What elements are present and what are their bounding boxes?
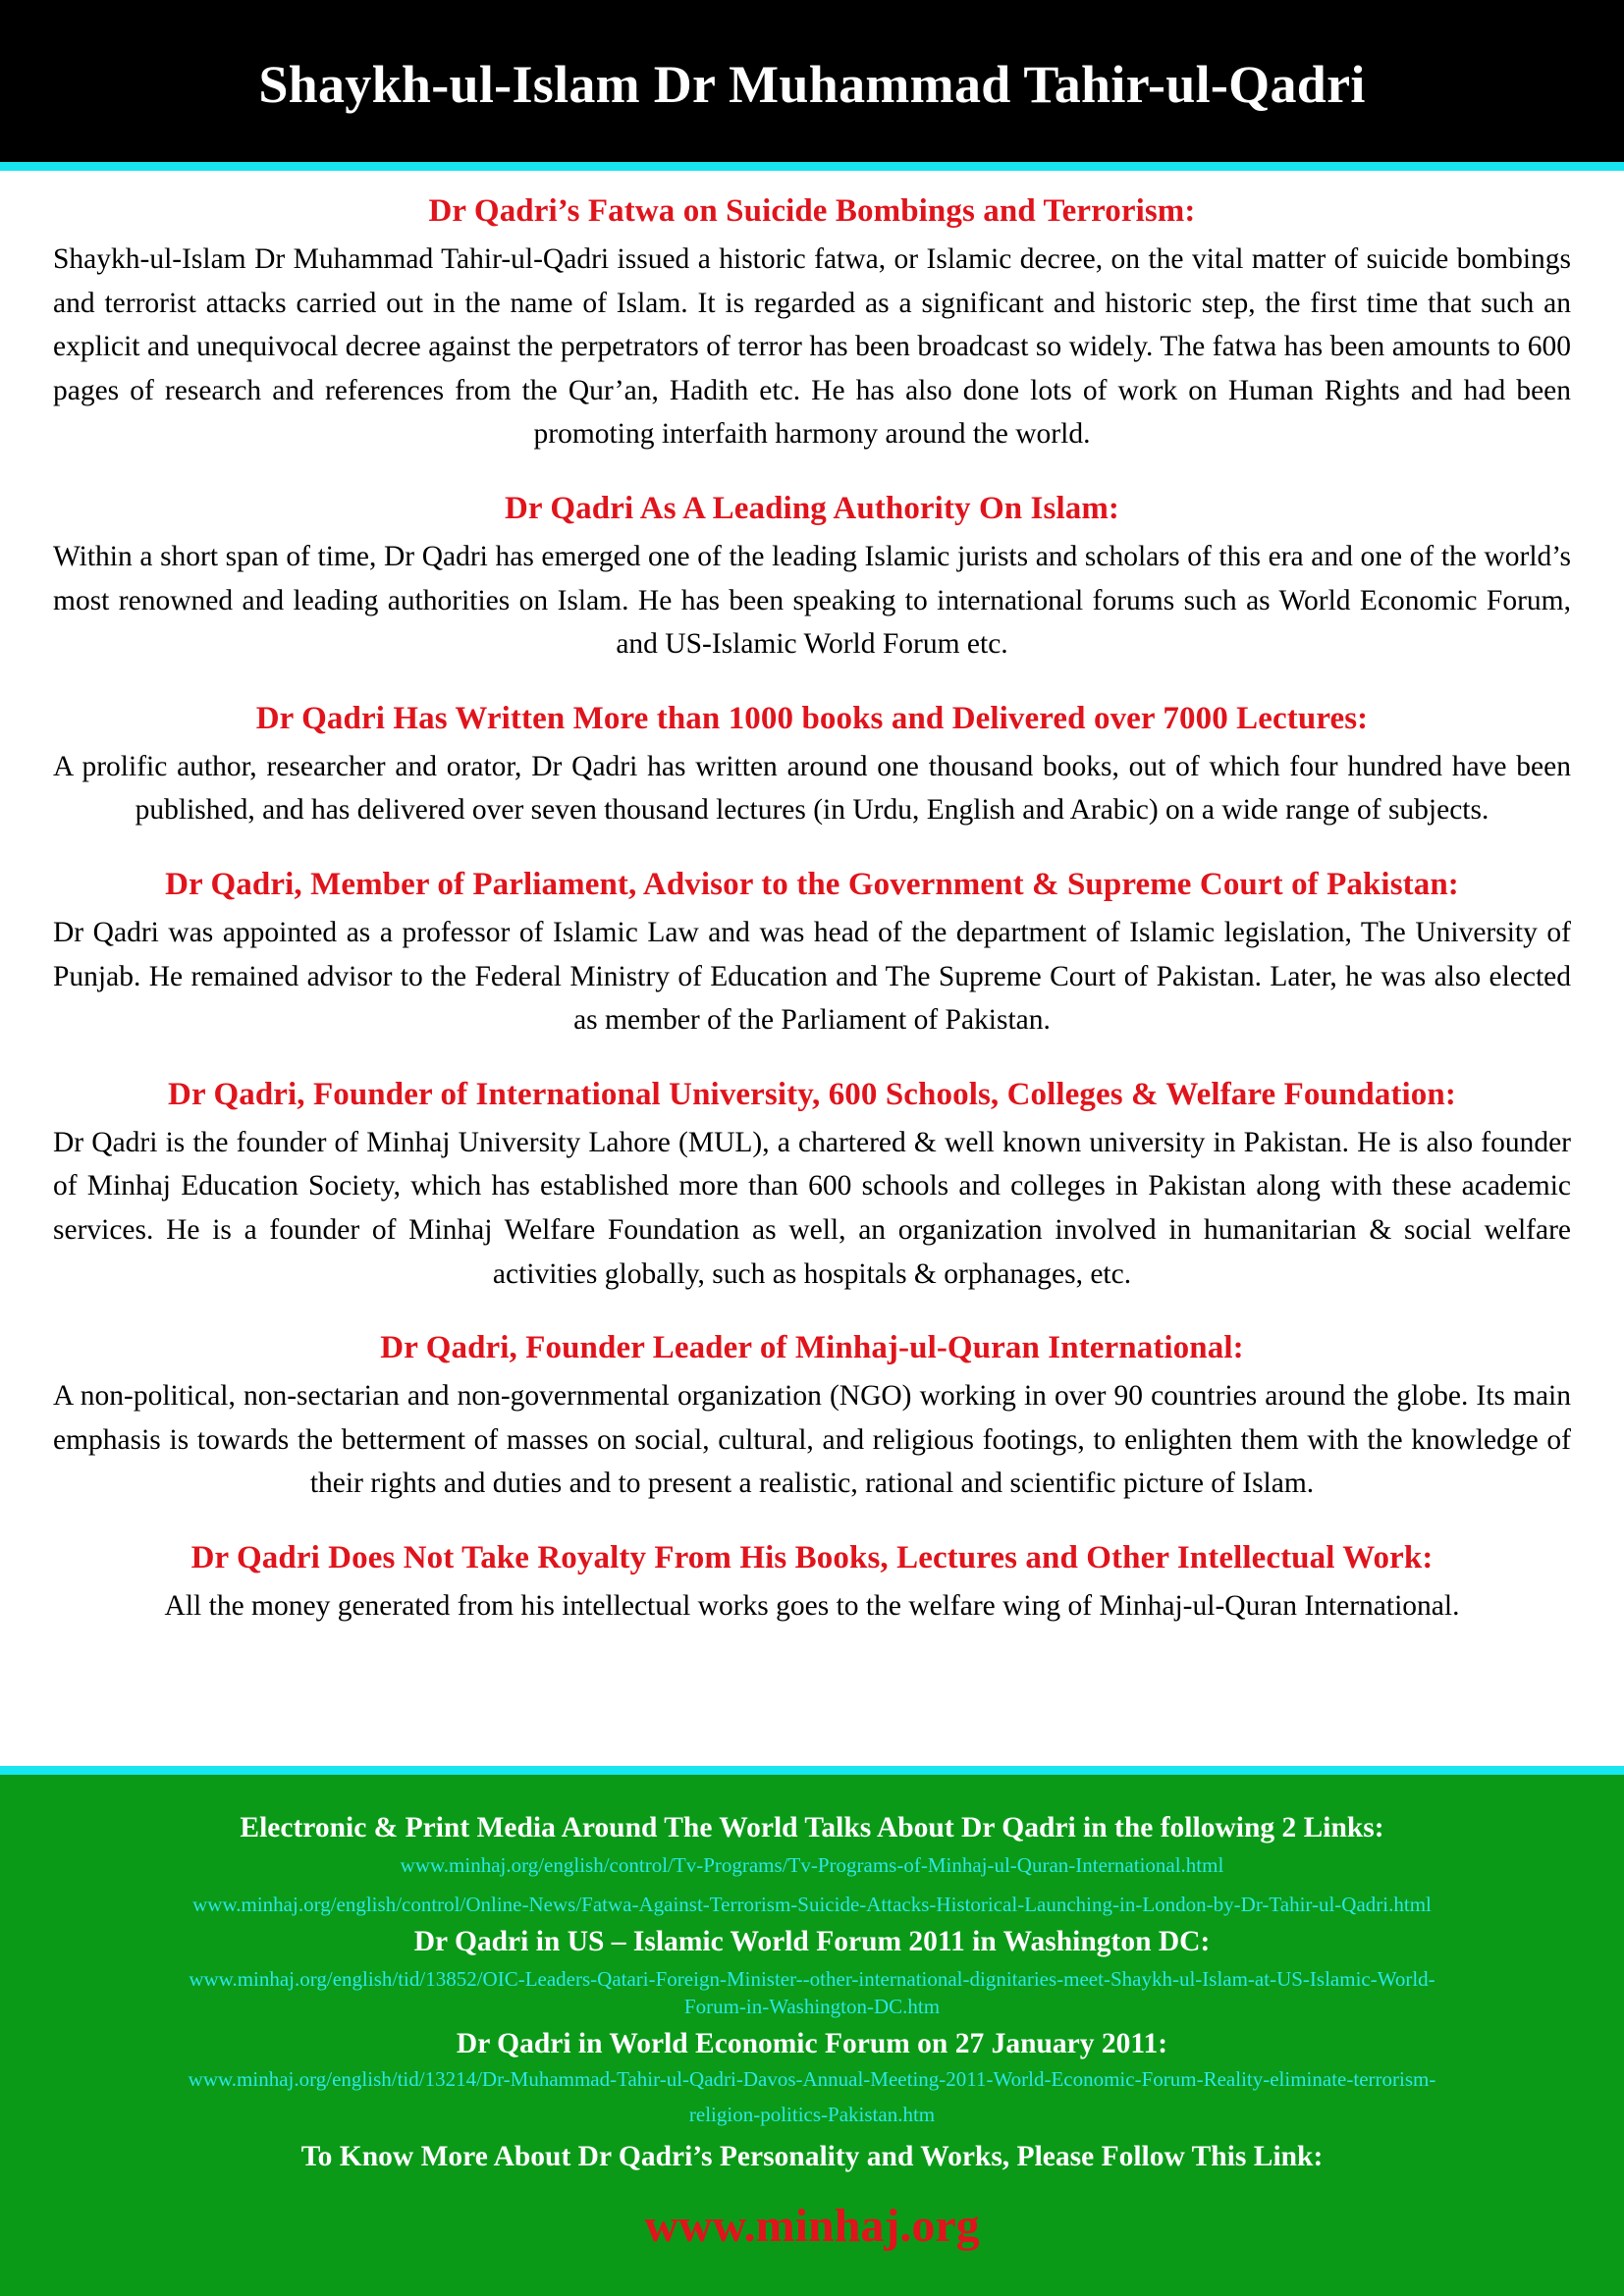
section-body: Dr Qadri was appointed as a professor of Islamic Law and was head of the department of Islamic legislation, The University of Punjab. He remained advisor to the Federal Ministry of Education and The Supreme Court of Pakistan. Later, he was also elected as member of the Parliament of Pakistan. <box>53 916 1571 1037</box>
header-divider <box>0 162 1624 171</box>
us-forum-heading: Dr Qadri in US – Islamic World Forum 2011 in Washington DC: <box>413 1926 1211 1957</box>
media-link-tv-programs[interactable]: www.minhaj.org/english/control/Tv-Programs/Tv-Programs-of-Minhaj-ul-Quran-International.html <box>400 1853 1224 1877</box>
wef-link-line-1[interactable]: www.minhaj.org/english/tid/13214/Dr-Muhammad-Tahir-ul-Qadri-Davos-Annual-Meeting-2011-World-Economic-Forum-Reality-eliminate-terrorism- <box>188 2067 1436 2091</box>
section-body: All the money generated from his intellectual works goes to the welfare wing of Minhaj-ul-Quran International. <box>164 1589 1460 1622</box>
section-royalty <box>53 1535 1571 1629</box>
section-fatwa <box>53 188 1571 456</box>
footer-panel <box>0 1775 1624 2296</box>
section-body: A non-political, non-sectarian and non-governmental organization (NGO) working in over 90 countries around the globe. Its main emphasis is towards the betterment of masses on social, cultural, and religious footings, to enlighten them with the knowledge of their rights and duties and to present a realistic, rational and scientific picture of Islam. <box>53 1380 1571 1500</box>
us-forum-link-line-1[interactable]: www.minhaj.org/english/tid/13852/OIC-Leaders-Qatari-Foreign-Minister--other-international-dignitaries-meet-Shaykh-ul-Islam-at-US-Islamic-World- <box>189 1967 1435 1991</box>
section-heading: Dr Qadri, Founder Leader of Minhaj-ul-Quran International: <box>380 1330 1244 1366</box>
section-parliament <box>53 862 1571 1042</box>
media-heading: Electronic & Print Media Around The World Talks About Dr Qadri in the following 2 Links: <box>240 1812 1384 1843</box>
wef-heading: Dr Qadri in World Economic Forum on 27 January 2011: <box>456 2028 1168 2059</box>
media-link-online-news[interactable]: www.minhaj.org/english/control/Online-News/Fatwa-Against-Terrorism-Suicide-Attacks-Historical-Launching-in-London-by-Dr-Tahir-ul-Qadri.html <box>192 1893 1432 1916</box>
section-minhaj-ul-quran <box>53 1325 1571 1506</box>
section-body: Shaykh-ul-Islam Dr Muhammad Tahir-ul-Qadri issued a historic fatwa, or Islamic decree, on the vital matter of suicide bombings and terrorist attacks carried out in the name of Islam. It is regarded as a significant and historic step, the first time that such an explicit and unequivocal decree against the perpetrators of terror has been broadcast so widely. The fatwa has been amounts to 600 pages of research and references from the Qur’an, Hadith etc. He has also done lots of work on Human Rights and had been promoting interfaith harmony around the world. <box>53 243 1571 451</box>
section-heading: Dr Qadri’s Fatwa on Suicide Bombings and Terrorism: <box>428 193 1196 229</box>
page-title: Shaykh-ul-Islam Dr Muhammad Tahir-ul-Qadri <box>258 54 1366 114</box>
wef-link[interactable] <box>49 2065 1575 2128</box>
section-heading: Dr Qadri, Member of Parliament, Advisor to the Government & Supreme Court of Pakistan: <box>165 866 1459 902</box>
section-leading-authority <box>53 486 1571 667</box>
wef-link-line-2[interactable]: religion-politics-Pakistan.htm <box>688 2103 936 2126</box>
more-info-heading: To Know More About Dr Qadri’s Personality and Works, Please Follow This Link: <box>300 2141 1324 2172</box>
us-forum-link[interactable] <box>49 1965 1575 2020</box>
section-body: Dr Qadri is the founder of Minhaj University Lahore (MUL), a chartered & well known university in Pakistan. He is also founder of Minhaj Education Society, which has established more than 600 schools and colleges in Pakistan along with these academic services. He is a founder of Minhaj Welfare Foundation as well, an organization involved in humanitarian & social welfare activities globally, such as hospitals & orphanages, etc. <box>53 1126 1571 1290</box>
section-heading: Dr Qadri Has Written More than 1000 books and Delivered over 7000 Lectures: <box>255 700 1369 736</box>
section-body: Within a short span of time, Dr Qadri has emerged one of the leading Islamic jurists and scholars of this era and one of the world’s most renowned and leading authorities on Islam. He has been speaking to international forums such as World Economic Forum, and US-Islamic World Forum etc. <box>53 540 1571 661</box>
section-heading: Dr Qadri, Founder of International University, 600 Schools, Colleges & Welfare Foundation: <box>168 1076 1456 1112</box>
section-founder-university <box>53 1072 1571 1296</box>
us-forum-link-line-2[interactable]: Forum-in-Washington-DC.htm <box>683 1995 941 2018</box>
section-books-lectures <box>53 696 1571 832</box>
section-body: A prolific author, researcher and orator, Dr Qadri has written around one thousand books, out of which four hundred have been published, and has delivered over seven thousand lectures (in Urdu, English and Arabic) on a wide range of subjects. <box>53 750 1571 827</box>
header-banner <box>0 0 1624 162</box>
footer-divider <box>0 1766 1624 1775</box>
website-link[interactable]: www.minhaj.org <box>644 2200 980 2252</box>
main-content <box>53 188 1571 1657</box>
section-heading: Dr Qadri As A Leading Authority On Islam: <box>504 490 1119 526</box>
section-heading: Dr Qadri Does Not Take Royalty From His Books, Lectures and Other Intellectual Work: <box>190 1539 1434 1575</box>
